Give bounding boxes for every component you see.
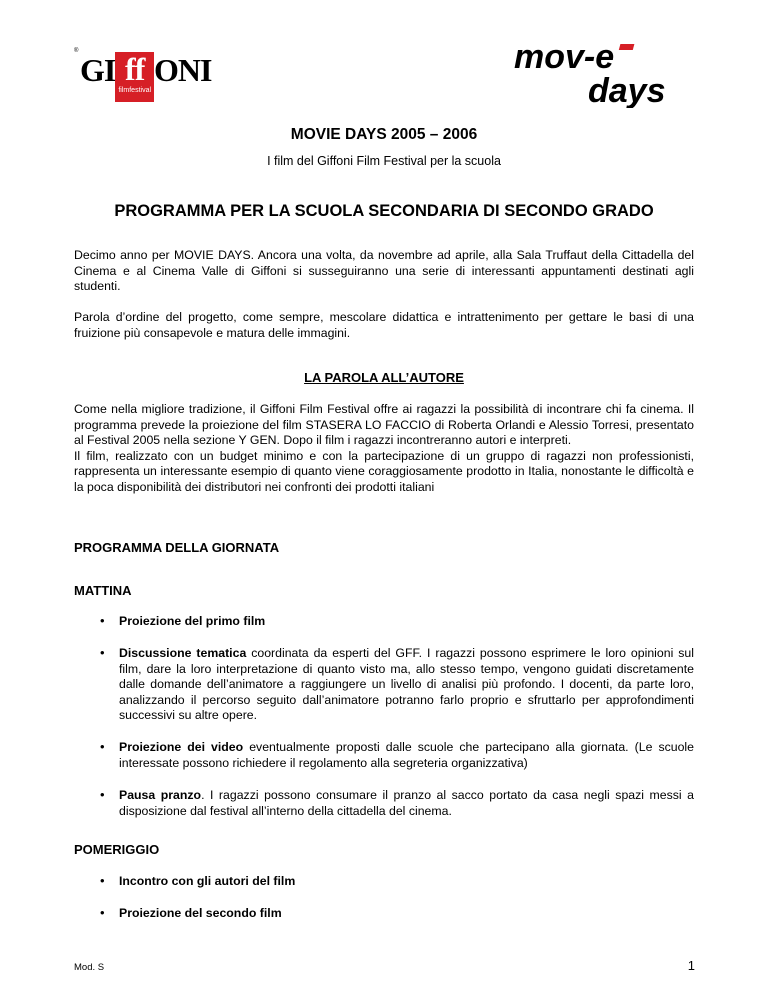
list-item-bold: Discussione tematica (119, 646, 247, 660)
giffoni-wordmark-right: ONI (154, 52, 212, 88)
section-heading-programma: PROGRAMMA DELLA GIORNATA (74, 540, 280, 555)
giffoni-ff-text: ff (125, 51, 145, 87)
parola-paragraph (74, 402, 694, 495)
bullet-icon: • (100, 905, 105, 920)
footer-module-label: Mod. S (74, 962, 105, 973)
movie-days-logo (514, 38, 694, 108)
bullet-icon: • (100, 613, 105, 628)
parola-text-1: Come nella migliore tradizione, il Giffoni Film Festival offre ai ragazzi la possibilità di incontrare chi fa cinema. Il programma prevede la proiezione del film STASERA LO FACCIO di Roberta Orlandi e Alessio Torresi, presentato al Festival 2005 nella sezione Y GEN. Dopo il film i ragazzi incontreranno autori e interpreti. (74, 402, 694, 447)
bullet-icon: • (100, 739, 105, 754)
giffoni-tagline: filmfestival (118, 87, 152, 94)
bullet-icon: • (100, 787, 105, 802)
page-title: MOVIE DAYS 2005 – 2006 (290, 126, 478, 143)
section-heading-pomeriggio: POMERIGGIO (74, 842, 160, 857)
list-item-text: . I ragazzi possono consumare il pranzo al sacco portato da casa negli spazi messi a disposizione dal festival all’interno della cittadella del cinema. (119, 788, 694, 818)
giffoni-wordmark-left: GI (80, 52, 116, 88)
list-item-bold: Proiezione dei video (119, 740, 244, 754)
programme-title: PROGRAMMA PER LA SCUOLA SECONDARIA DI SECONDO GRADO (114, 202, 654, 220)
giffoni-logo (74, 44, 234, 102)
giffoni-wordmark (80, 52, 211, 102)
page-number: 1 (687, 958, 695, 973)
page-subtitle: I film del Giffoni Film Festival per la scuola (267, 154, 501, 168)
list-item (119, 788, 694, 819)
bullet-icon: • (100, 873, 105, 888)
section-heading-mattina: MATTINA (74, 583, 132, 598)
registered-mark: ® (74, 48, 79, 54)
list-item (119, 646, 694, 724)
list-item (119, 614, 694, 630)
list-item-text: coordinata da esperti del GFF. I ragazzi possono esprimere le loro opinioni sul film, dare la loro interpretazione di quanto visto ma, allo stesso tempo, vengono guidati discretamente dalle domande dell’animatore a raggiungere un livello di analisi più profondo. I docenti, da parte loro, analizzando il percorso seguito dall’animatore potranno farlo proprio e sfruttarlo per approfondimenti successivi su altre opere. (119, 646, 694, 722)
list-item-bold: Proiezione del primo film (119, 614, 266, 628)
section-heading-parola: LA PAROLA ALL’AUTORE (304, 370, 464, 385)
intro-paragraph-1: Decimo anno per MOVIE DAYS. Ancora una volta, da novembre ad aprile, alla Sala Truffaut della Cittadella del Cinema e al Cinema Valle di Giffoni si susseguiranno una serie di interessanti appuntamenti destinati agli studenti. (74, 248, 694, 293)
list-item-bold: Proiezione del secondo film (119, 906, 282, 920)
bullet-icon: • (100, 645, 105, 660)
list-item (119, 874, 694, 890)
list-item (119, 740, 694, 771)
movie-days-logo-line2: days (588, 72, 666, 108)
list-item-bold: Pausa pranzo (119, 788, 202, 802)
parola-text-2: Il film, realizzato con un budget minimo e con la partecipazione di un gruppo di ragazzi non professionisti, rappresenta un interessante esempio di quanto viene coraggiosamente prodotto in Italia, nonostante le difficoltà e la poca disponibilità dei distributori nei confronti dei prodotti italiani (74, 448, 694, 494)
intro-paragraph-2: Parola d’ordine del progetto, come sempre, mescolare didattica e intrattenimento per gettare le basi di una fruizione più consapevole e matura delle immagini. (74, 310, 694, 340)
movie-days-logo-accent (619, 44, 635, 50)
list-item-text: eventualmente proposti dalle scuole che partecipano alla giornata. (Le scuole interessate possono richiedere il regolamento alla segreteria organizzativa) (119, 740, 694, 770)
list-item (119, 906, 694, 922)
giffoni-ff-block (115, 52, 154, 102)
movie-days-logo-line1: mov-e (514, 38, 615, 76)
list-item-bold: Incontro con gli autori del film (119, 874, 296, 888)
